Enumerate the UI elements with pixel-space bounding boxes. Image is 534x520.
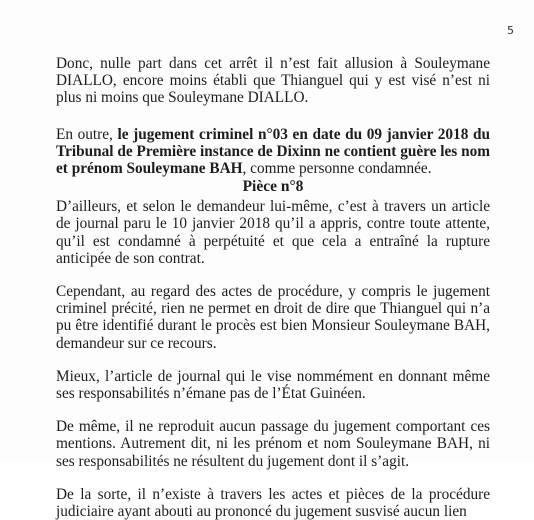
emphasized-jugement-text: le jugement criminel n°03 en date du 09 janvier 2018 du Tribunal de Première instance de Dixinn ne contient guère les nom et prénom Souleymane BAH — [56, 125, 491, 178]
paragraph-tail-text: , comme personne condamnée. — [242, 160, 432, 178]
page-number: 5 — [507, 24, 514, 37]
paragraph-lead-text: En outre, — [56, 125, 118, 143]
paragraph-lien-procedure: De la sorte, il n’existe à travers les actes et pièces de la procédure judiciaire ayant abouti au prononcé du jugement susvisé aucun lien — [56, 485, 490, 520]
section-heading-piece-8: Pièce n°8 — [242, 178, 304, 196]
document-body — [56, 55, 490, 520]
paragraph-arret-allusion: Donc, nulle part dans cet arrêt il n’est fait allusion à Souleymane DIALLO, encore moins établi que Thianguel qui y est visé n’est ni plus ni moins que Souleymane DIALLO. — [56, 55, 490, 107]
paragraph-actes-procedure: Cependant, au regard des actes de procédure, y compris le jugement criminel précité, rien ne permet en droit de dire que Thianguel qui n’a pu être identifié durant le procès est bien Monsieur Souleymane BAH, demandeur sur ce recours. — [56, 283, 490, 352]
paragraph-passage-jugement: De même, il ne reproduit aucun passage du jugement comportant ces mentions. Autrement dit, ni les prénom et nom Souleymane BAH, ni ses responsabilités ne résultent du jugement dont il s’agit. — [56, 418, 490, 470]
paragraph-article-etat: Mieux, l’article de journal qui le vise nommément en donnant même ses responsabilités n’émane pas de l’État Guinéen. — [56, 367, 490, 403]
paragraph-article-journal: D’ailleurs, et selon le demandeur lui-même, c’est à travers un article de journal paru le 10 janvier 2018 qu’il a appris, contre toute attente, qu’il est condamné à perpétuité et que cela a entraîné la rupture anticipée de son contrat. — [56, 198, 490, 267]
paragraph-jugement-criminel — [56, 126, 490, 178]
